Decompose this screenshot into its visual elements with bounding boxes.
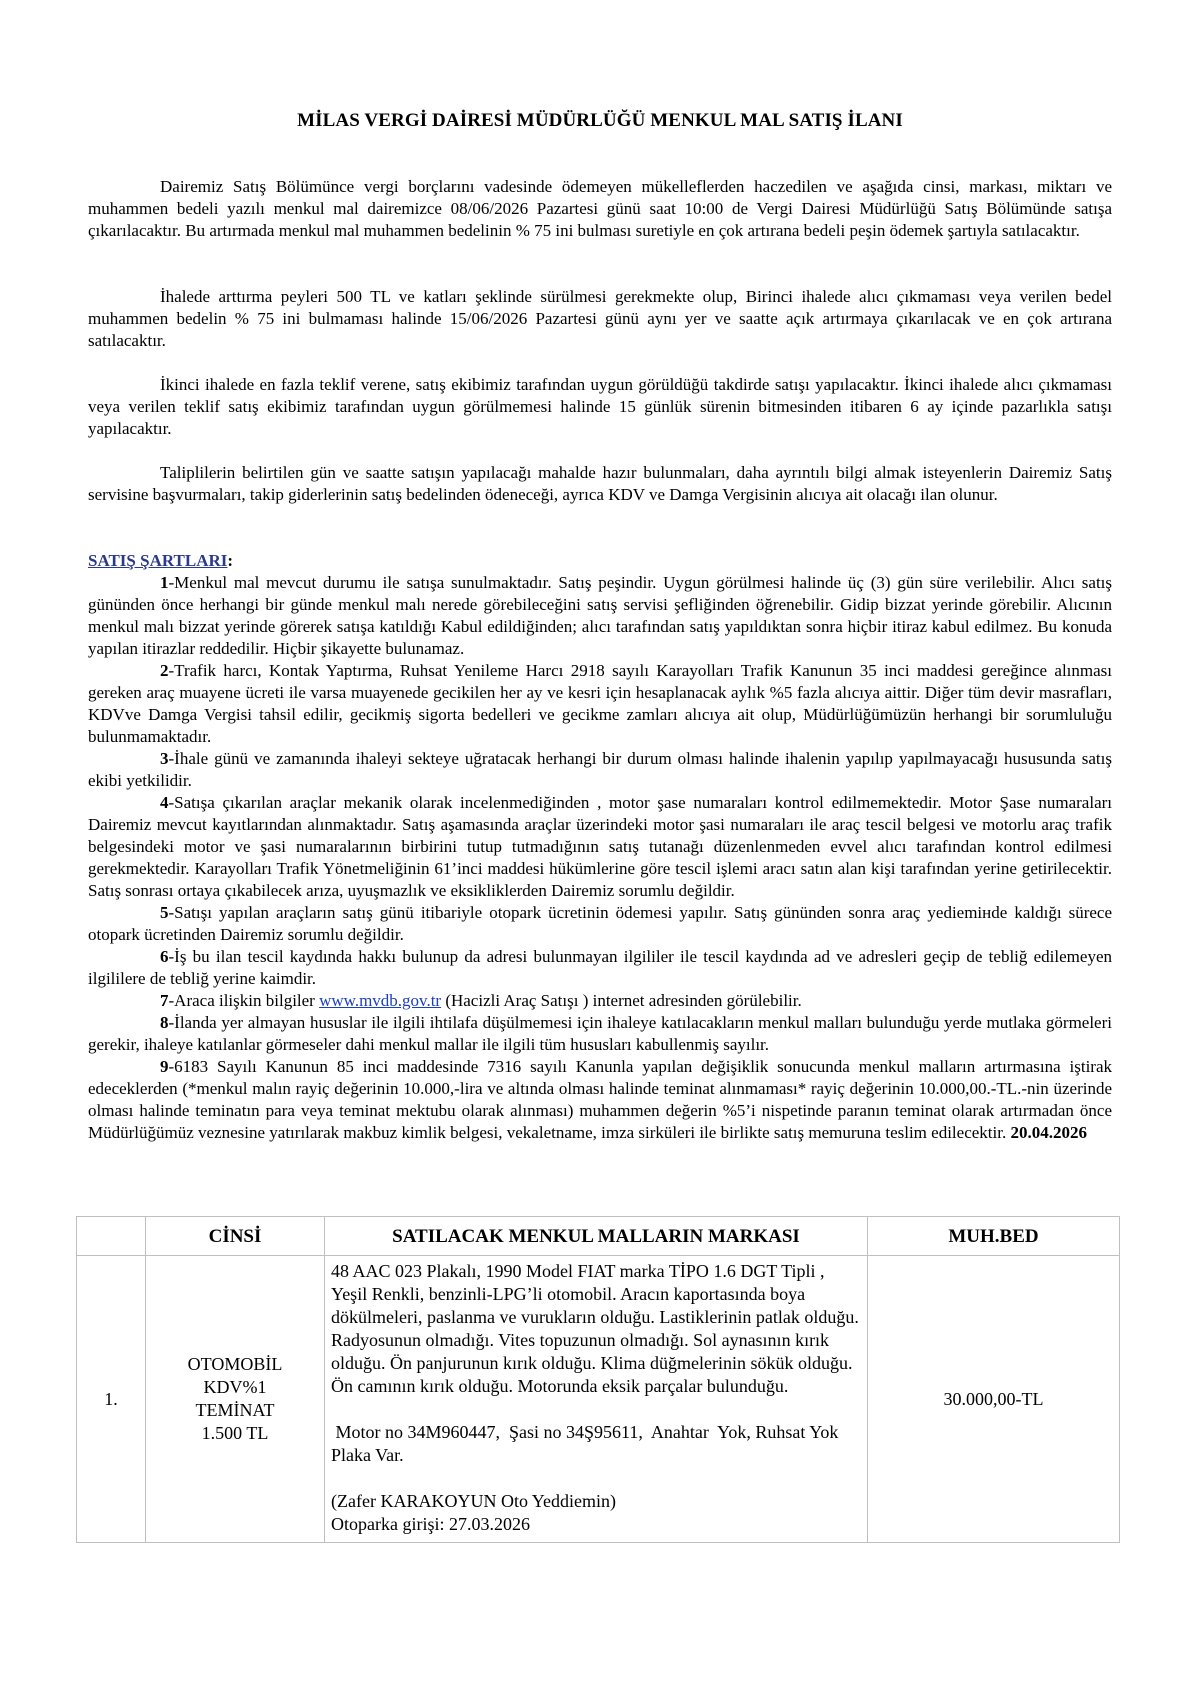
intro-paragraph <box>88 176 1112 242</box>
condition-number: 4 <box>160 793 169 812</box>
parking-entry-text: Otoparka girişi: 27.03.2026 <box>331 1514 530 1534</box>
item-price: 30.000,00-TL <box>868 1256 1120 1543</box>
condition-item-8 <box>88 1012 1112 1056</box>
condition-number: 2 <box>160 661 169 680</box>
condition-number: 5 <box>160 903 169 922</box>
condition-text: -Araca ilişkin bilgiler <box>168 991 320 1010</box>
condition-number: 8 <box>160 1013 169 1032</box>
condition-text: -Satışı yapılan araçların satış günü itibariyle otopark ücretinin ödemesi yapılır. Satış gününden sonra araç yediemінde kaldığı sürece otopark ücretinden Dairemiz sorumlu değildir. <box>88 903 1112 944</box>
paragraph-text: İkinci ihalede en fazla teklif verene, satış ekibimiz tarafından uygun görüldüğü takdirde satışı yapılacaktır. İkinci ihalede alıcı çıkmaması veya verilen teklif satış ekibimiz tarafından uygun görülmemesi halinde 15 günlük sürenin bitmesinden itibaren 6 ay içinde pazarlıkla satışı yapılacaktır. <box>88 375 1112 438</box>
condition-text: -İş bu ilan tescil kaydında hakkı bulunup da adresi bulunmayan ilgililer ile tescil kaydında ad ve adresleri geçip de tebliğ edilemeyen ilgililere de tebliğ yerine kaimdir. <box>88 947 1112 988</box>
vehicle-condition-text: 48 AAC 023 Plakalı, 1990 Model FIAT marka TİPO 1.6 DGT Tipli , Yeşil Renkli, benzinli-LPG’li otomobil. Aracın kaportasında boya dökülmeleri, paslanma ve vurukların olduğu. Lastiklerinin patlak olduğu. Radyosunun olmadığı. Vites topuzunun olmadığı. Sol aynasının kırık olduğu. Ön panjurunun kırık olduğu. Klima düğmelerinin sökük olduğu. Ön camının kırık olduğu. Motorunda eksik parçalar bulunduğu. <box>331 1261 859 1396</box>
conditions-heading-line <box>88 550 1112 572</box>
table-header-row <box>77 1217 1120 1256</box>
condition-item-9 <box>88 1056 1112 1144</box>
condition-text: -İlanda yer almayan hususlar ile ilgili ihtilafa düşülmemesi için ihaleye katılacakların menkul malları bulunduğu yerde mutlaka görmeleri gerekir, ihaleye katılanlar görmeseler dahi menkul mallar ile ilgili tüm hususları kabullenmiş sayılır. <box>88 1013 1112 1054</box>
bid-paragraph <box>88 286 1112 352</box>
header-brand: SATILACAK MENKUL MALLARIN MARKASI <box>325 1217 868 1256</box>
condition-text: -İhale günü ve zamanında ihaleyi sekteye uğratacak herhangi bir durum olması halinde ihalenin yapılıp yapılmayacağı hususunda satış ekibi yetkilidir. <box>88 749 1112 790</box>
sale-items-table <box>76 1216 1120 1543</box>
condition-item-1 <box>88 572 1112 660</box>
condition-item-6 <box>88 946 1112 990</box>
mvdb-website-link[interactable]: www.mvdb.gov.tr <box>319 991 442 1010</box>
paragraph-text: İhalede arttırma peyleri 500 TL ve katları şeklinde sürülmesi gerekmekte olup, Birinci ihalede alıcı çıkmaması veya verilen bedel muhammen bedelin % 75 ini bulmaması halinde 15/06/2026 Pazartesi günü aynı yer ve saatte açık artırmaya çıkarılacak ve en çok artırana satılacaktır. <box>88 287 1112 350</box>
condition-number: 3 <box>160 749 169 768</box>
condition-date: 20.04.2026 <box>1010 1123 1087 1142</box>
paragraph-text: Dairemiz Satış Bölümünce vergi borçlarını vadesinde ödemeyen mükelleflerden haczedilen ve aşağıda cinsi, markası, miktarı ve muhammen bedeli yazılı menkul mal dairemizce 08/06/2026 Pazartesi günü saat 10:00 de Vergi Dairesi Müdürlüğü Satış Bölümünde satışa çıkarılacaktır. Bu artırmada menkul mal muhammen bedelinin % 75 ini bulması suretiyle en çok artırana bedeli peşin ödemek şartıyla satılacaktır. <box>88 177 1112 240</box>
conditions-heading: SATIŞ ŞARTLARI <box>88 551 228 570</box>
condition-number: 7 <box>160 991 169 1010</box>
condition-item-5 <box>88 902 1112 946</box>
condition-number: 6 <box>160 947 169 966</box>
header-number <box>77 1217 146 1256</box>
type-line: OTOMOBİL <box>187 1354 283 1374</box>
condition-item-7 <box>88 990 1112 1012</box>
condition-item-3 <box>88 748 1112 792</box>
condition-text: (Hacizli Araç Satışı ) internet adresinden görülebilir. <box>441 991 802 1010</box>
condition-item-4 <box>88 792 1112 902</box>
type-line: 1.500 TL <box>201 1423 269 1443</box>
type-line: KDV%1 <box>203 1377 267 1397</box>
second-auction-paragraph <box>88 374 1112 440</box>
condition-item-2 <box>88 660 1112 748</box>
condition-text: -6183 Sayılı Kanunun 85 inci maddesinde 7316 sayılı Kanunla yapılan değişiklik sonucunda menkul malların artırmasına iştirak edeceklerden (*menkul malın rayiç değerinin 10.000,-lira ve altında olması halinde teminat alınmaması* rayiç değerinin 10.000,00.-TL.-nin üzerinde olması halinde teminatın para veya teminat mektubu olarak alınması) muhammen değerin %5’i nispetinde paranın teminat olarak artırmadan önce Müdürlüğümüz veznesine yatırılarak makbuz kimlik belgesi, vekaletname, imza sirküleri ile birlikte satış memuruna teslim edilecektir. <box>88 1057 1112 1142</box>
condition-text: -Satışa çıkarılan araçlar mekanik olarak incelenmediğinden , motor şase numaraları kontrol edilmemektedir. Motor Şase numaraları Dairemiz mevcut kayıtlarından alınmaktadır. Satış aşamasında araçlar üzerindeki motor şasi numaraları ile araç tescil belgesi ve motorlu araç trafik belgesindeki motor ve şasi numaralarının birbirini tutup tutmadığının satış tutanağı düzenlenmeden evvel alıcı tarafından kontrol edilmesi gerekmektedir. Karayolları Trafik Yönetmeliğinin 61’inci maddesi hükümlerine göre tescil işlemi aracı satın alan kişi tarafından yerine getirilecektir. Satış sonrası ortaya çıkabilecek arıza, uyuşmazlık ve eksikliklerden Dairemiz sorumlu değildir. <box>88 793 1112 900</box>
paragraph-text: Taliplilerin belirtilen gün ve saatte satışın yapılacağı mahalde hazır bulunmaları, daha ayrıntılı bilgi almak isteyenlerin Dairemiz Satış servisine başvurmaları, takip giderlerinin satış bedelinden ödeneceği, ayrıca KDV ve Damga Vergisinin alıcıya ait olacağı ilan olunur. <box>88 463 1112 504</box>
sale-conditions <box>88 550 1112 1144</box>
table-row <box>77 1256 1120 1543</box>
header-type: CİNSİ <box>146 1217 325 1256</box>
condition-number: 1 <box>160 573 169 592</box>
condition-text: -Trafik harcı, Kontak Yaptırma, Ruhsat Yenileme Harcı 2918 sayılı Karayolları Trafik Kanunun 35 inci maddesi gereğince alınması gereken araç muayene ücreti ile varsa muayenede gecikilen her ay ve kesri için hesaplanacak aylık %5 fazla alıcıya aittir. Diğer tüm devir masrafları, KDVve Damga Vergisi tahsil edilir, gecikmiş sigorta bedelleri ve gecikme zamları alıcıya ait olup, Müdürlüğümüzün herhangi bir sorumluluğu bulunmamaktadır. <box>88 661 1112 746</box>
engine-chassis-text: Motor no 34M960447, Şasi no 34Ş95611, Anahtar Yok, Ruhsat Yok Plaka Var. <box>331 1422 843 1465</box>
applicants-paragraph <box>88 462 1112 506</box>
document-title: MİLAS VERGİ DAİRESİ MÜDÜRLÜĞÜ MENKUL MAL SATIŞ İLANI <box>297 110 903 131</box>
item-number: 1. <box>77 1256 146 1543</box>
type-line: TEMİNAT <box>195 1400 275 1420</box>
item-type <box>146 1256 325 1543</box>
condition-text: -Menkul mal mevcut durumu ile satışa sunulmaktadır. Satış peşindir. Uygun görülmesi halinde üç (3) gün süre verilebilir. Alıcı satış gününden önce herhangi bir günde menkul malı nerede görebileceğini satış servisi şefliğinden öğrenebilir. Gidip bizzat yerinde görebilir. Alıcının menkul malı bizzat yerinde görerek satışa katıldığı Kabul edildiğinden; alıcı tarafından satış yapıldıktan sonra hiçbir itiraz kabul edilmez. Bu konuda yapılan itirazlar reddedilir. Hiçbir şikayette bulunamaz. <box>88 573 1112 658</box>
condition-number: 9 <box>160 1057 169 1076</box>
custodian-text: (Zafer KARAKOYUN Oto Yeddiemin) <box>331 1491 616 1511</box>
header-price: MUH.BED <box>868 1217 1120 1256</box>
item-description <box>325 1256 868 1543</box>
heading-colon: : <box>227 551 234 570</box>
